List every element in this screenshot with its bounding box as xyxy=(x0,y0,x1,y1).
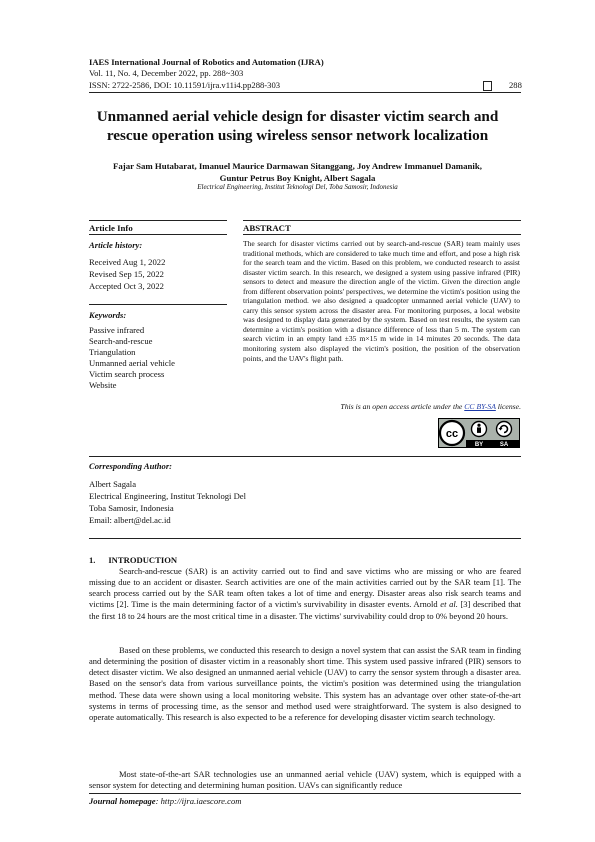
corresponding-label: Corresponding Author: xyxy=(89,461,173,471)
affiliation: Electrical Engineering, Institut Teknologi Del, Toba Samosir, Indonesia xyxy=(197,183,398,191)
title-line-2: rescue operation using wireless sensor network localization xyxy=(106,127,489,144)
keyword-item: Unmanned aerial vehicle xyxy=(89,358,175,368)
keyword-item: Search-and-rescue xyxy=(89,336,153,346)
corresponding-rule xyxy=(89,538,521,539)
intro-paragraph-3: Most state-of-the-art SAR technologies use an unmanned aerial vehicle (UAV) system, which is equipped with a sensor system for detecting and determining human position. UAVs can significantly reduce xyxy=(89,769,521,791)
title-line-1: Unmanned aerial vehicle design for disaster victim search and xyxy=(96,108,499,125)
footer-rule xyxy=(89,793,521,794)
authors xyxy=(60,160,535,184)
keywords-label: Keywords: xyxy=(89,310,127,320)
author-dept: Electrical Engineering, Institut Teknologi Del xyxy=(89,491,246,501)
keyword-item: Website xyxy=(89,380,117,390)
cc-by-sa-badge-icon[interactable] xyxy=(438,418,520,448)
journal-homepage xyxy=(89,796,241,806)
intro-p1-text: Search-and-rescue (SAR) is an activity carried out to find and save victims who are missing or who are feared missing due to an accident or disaster. Search activities are one of the main activities carried out by the SAR team [1]. The search process carried out by the SAR team often takes a lot of time and energy. Disaster areas also risk search teams and victims [2]. Time is the main determining factor of a victim's survivability in disaster events. Arnold xyxy=(89,566,521,610)
revised-date: Revised Sep 15, 2022 xyxy=(89,269,164,279)
intro-paragraph-2: Based on these problems, we conducted this research to design a novel system that can assist the SAR team in finding and determining the position of disaster victim in a reasonably short time. This system used passive infrared (PIR) sensors to detect disaster victim. We also designed an unmanned aerial vehicle (UAV) to carry the sensor system through a disaster area. Based on the sensor's data from various surveillance points, the victim's position was determined using the triangulation method. These data were shown using a local monitoring website. This system has an advantage over other state-of-the-art systems in terms of processing time, as the sensor and method used were straightforward. The system is also designed to operate automatically. This research is also expected to be a reference for developing disaster victim search technology. xyxy=(89,645,521,722)
by-label: BY xyxy=(474,442,484,448)
author-name: Albert Sagala xyxy=(89,479,137,489)
abstract-text: The search for disaster victims carried out by search-and-rescue (SAR) team mainly uses traditional methods, which are considered to take much time and effort, and pose a high risk for the search team and the victim. Based on this problem, we conducted research to assist disaster victim search. In this research, we designed a system using passive infrared (PIR) sensors to detect and measure the direction angle of the victim. Given the direction angle from different observation points' perspectives, we determine the victim's position using the triangulation method. we also designed a quadcopter unmanned aerial vehicle (UAV) to carry this sensor system across the disaster area. For monitoring purposes, a local website was designed to display data generated by the system. Based on test results, the system can determine a victim's position with a distance difference of less than 5 m. The system can search victim in an empty land ±35 m×15 m wide in 14 minutes 20 seconds. The data monitoring system also displayed the victim's position, the position of the observation points, and the UAV's flight path. xyxy=(243,239,520,363)
article-info-heading: Article Info xyxy=(89,223,133,233)
license-prefix: This is an open access article under the xyxy=(340,402,465,411)
cc-by-sa-link[interactable]: CC BY-SA xyxy=(464,402,496,411)
paper-title xyxy=(60,107,535,145)
journal-name: IAES International Journal of Robotics and Automation (IJRA) xyxy=(89,57,324,67)
header-rule xyxy=(89,92,521,93)
sa-label: SA xyxy=(499,442,509,448)
volume-info: Vol. 11, No. 4, December 2022, pp. 288~303 xyxy=(89,68,244,78)
authors-line-2: Guntur Petrus Boy Knight, Albert Sagala xyxy=(219,173,376,183)
info-top-rule xyxy=(89,220,227,221)
history-label: Article history: xyxy=(89,240,143,250)
info-heading-rule xyxy=(89,234,227,235)
abstract-heading-rule xyxy=(243,234,521,235)
keyword-list xyxy=(89,325,175,391)
homepage-label: Journal homepage xyxy=(89,796,156,806)
square-icon xyxy=(483,81,492,91)
homepage-url[interactable]: : http://ijra.iaescore.com xyxy=(155,796,242,806)
received-date: Received Aug 1, 2022 xyxy=(89,257,166,267)
author-city: Toba Samosir, Indonesia xyxy=(89,503,174,513)
intro-p1-text-end: [3] described that the first 18 to 24 hours are the most critical time in a disaster. The victims' survivability could drop to 0% beyond 20 hours. xyxy=(89,599,522,621)
authors-line-1: Fajar Sam Hutabarat, Imanuel Maurice Darmawan Sitanggang, Joy Andrew Immanuel Damanik, xyxy=(113,161,482,171)
info-bottom-rule xyxy=(89,456,521,457)
abstract-heading: ABSTRACT xyxy=(243,223,291,233)
keyword-item: Victim search process xyxy=(89,369,165,379)
license-suffix: license. xyxy=(495,402,521,411)
keyword-item: Passive infrared xyxy=(89,325,145,335)
intro-paragraph-1 xyxy=(89,566,521,622)
keyword-item: Triangulation xyxy=(89,347,136,357)
info-keywords-rule xyxy=(89,304,227,305)
intro-p1-etal: et al. xyxy=(440,599,458,610)
accepted-date: Accepted Oct 3, 2022 xyxy=(89,281,164,291)
license-line xyxy=(243,402,521,411)
issn-doi: ISSN: 2722-2586, DOI: 10.11591/ijra.v11i4.pp288-303 xyxy=(89,80,281,90)
abstract-top-rule xyxy=(243,220,521,221)
cc-glyph: cc xyxy=(445,428,459,440)
page-number: 288 xyxy=(509,80,522,90)
intro-heading: 1. INTRODUCTION xyxy=(89,555,178,565)
author-email[interactable]: Email: albert@del.ac.id xyxy=(89,515,171,525)
